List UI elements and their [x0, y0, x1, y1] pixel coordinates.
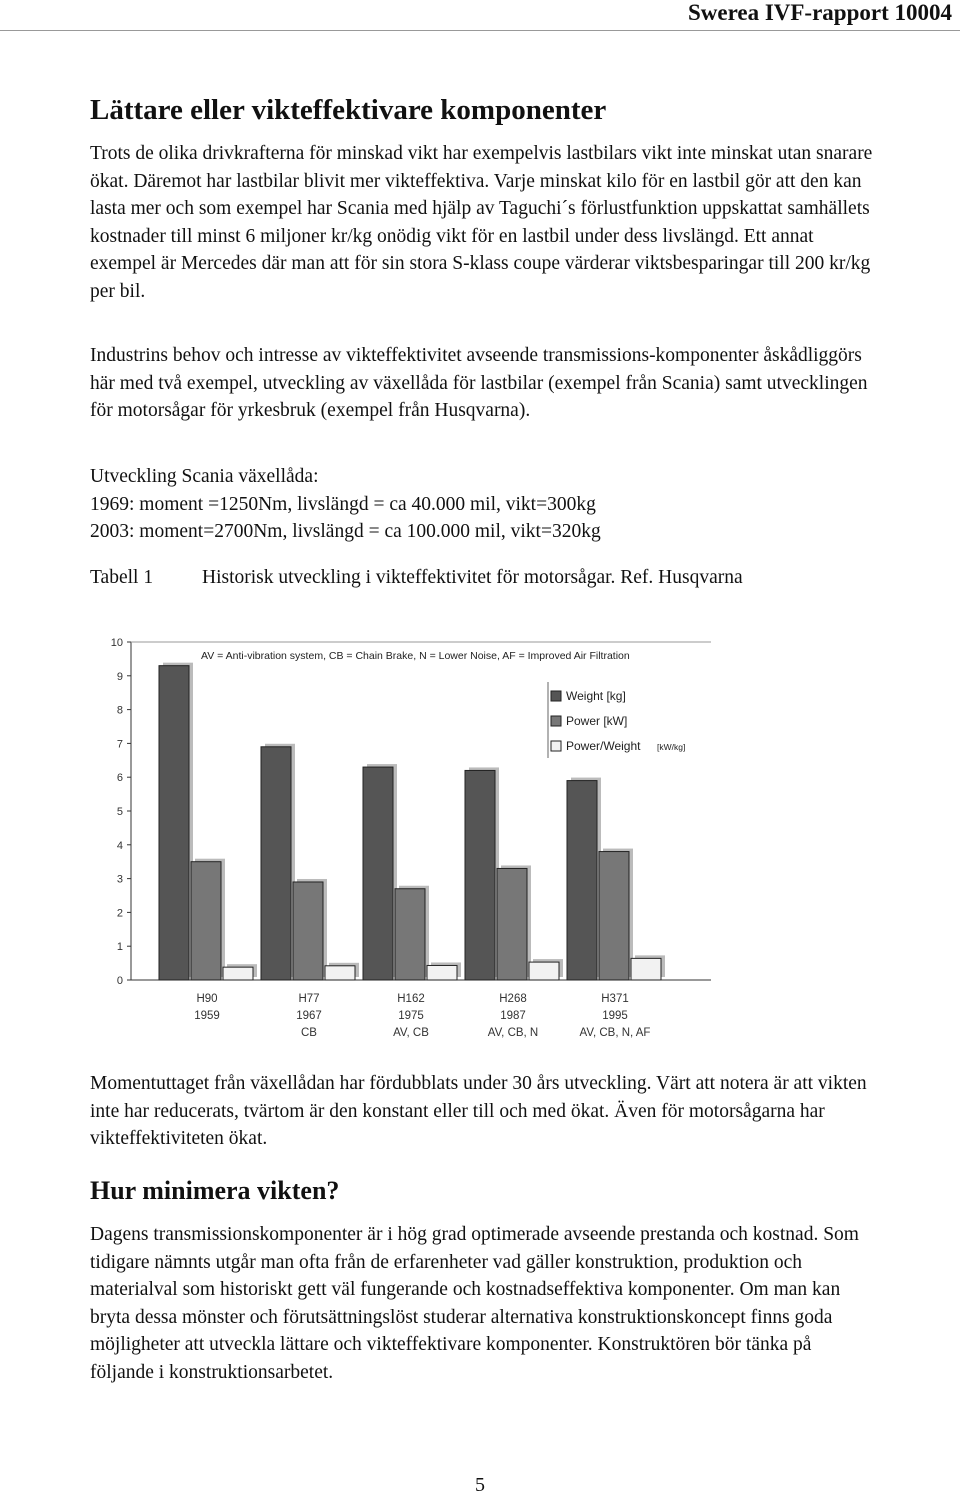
legend-label: Weight [kg] [566, 689, 626, 703]
bar [191, 862, 221, 980]
category-label: AV, CB [393, 1027, 429, 1039]
y-tick-label: 1 [116, 941, 123, 954]
y-tick-label: 8 [116, 704, 123, 717]
y-tick-label: 9 [116, 670, 123, 683]
y-tick-label: 10 [110, 637, 123, 649]
table-caption-text: Historisk utveckling i vikteffektivitet för motorsågar. Ref. Husqvarna [202, 567, 743, 588]
bar [293, 882, 323, 980]
category-label: H162 [397, 993, 425, 1005]
category-label: 1967 [296, 1010, 322, 1022]
category-label: 1975 [398, 1010, 424, 1022]
scania-gearbox-block [90, 463, 880, 546]
legend-label: Power [kW] [566, 714, 628, 728]
scania-heading: Utveckling Scania växellåda: [90, 466, 319, 487]
section-title: Lättare eller vikteffektivare komponenter [90, 94, 607, 126]
table-number: Tabell 1 [90, 567, 154, 588]
bar [631, 958, 661, 980]
y-tick-label: 7 [116, 738, 123, 751]
header-divider [0, 30, 960, 31]
legend-swatch [551, 716, 561, 726]
section2-title: Hur minimera vikten? [90, 1176, 340, 1205]
legend-label: Power/Weight [566, 739, 641, 753]
paragraph-weight-efficiency: Trots de olika drivkrafterna för minskad vikt har exempelvis lastbilars vikt inte minskat utan snarare ökat. Däremot har lastbilar blivit mer vikteffektiva. Varje minskat kilo för en lastbil gör att den kan lasta mer och som exempel har Scania med hjälp av Taguchi´s förlustfunktion uppskattat samhällets kostnader till minst 6 miljoner kr/kg onödig vikt för en lastbil under dess livslängd. Ett annat exempel är Mercedes där man att för sin stora S-klass coupe värderar viktsbesparingar till 200 kr/kg per bil. [90, 143, 873, 302]
y-tick-label: 6 [116, 772, 123, 785]
bar [261, 747, 291, 980]
category-label: CB [301, 1027, 317, 1039]
paragraph-conclusion: Momentuttaget från växellådan har fördubblats under 30 års utveckling. Värt att notera är att vikten inte har reducerats, tvärtom är den konstant eller till och med ökat. Även för motorsågarna har vikteffektiviteten ökat. [90, 1073, 867, 1149]
category-label: AV, CB, N, AF [579, 1027, 651, 1039]
y-tick-label: 5 [116, 806, 123, 818]
paragraph-industry-needs: Industrins behov och intresse av vikteffektivitet avseende transmissions-komponenter åskådliggörs här med två exempel, utveckling av växellåda för lastbilar (exempel från Scania) samt utvecklingen för motorsågar för yrkesbruk (exempel från Husqvarna). [90, 345, 868, 421]
bar [465, 770, 495, 980]
bar [529, 962, 559, 980]
page-number: 5 [475, 1474, 485, 1496]
bar [223, 967, 253, 980]
y-tick-label: 4 [116, 839, 123, 852]
bar [395, 889, 425, 980]
category-label: 1959 [194, 1010, 220, 1022]
legend-swatch [551, 741, 561, 751]
chainsaw-chart [96, 622, 716, 1052]
category-label: H371 [601, 993, 629, 1005]
bar [363, 767, 393, 980]
category-label: 1987 [500, 1010, 526, 1022]
y-tick-label: 2 [116, 907, 123, 920]
bar [325, 966, 355, 980]
bar [599, 852, 629, 980]
category-label: H90 [196, 993, 218, 1005]
category-label: H77 [298, 993, 320, 1005]
bar [427, 965, 457, 980]
bar [159, 666, 189, 980]
y-tick-label: 3 [116, 873, 123, 886]
legend-swatch [551, 691, 561, 701]
category-label: 1995 [602, 1010, 628, 1022]
report-id: Swerea IVF-rapport 10004 [687, 0, 952, 25]
category-label: AV, CB, N [487, 1027, 539, 1039]
paragraph-minimize-weight: Dagens transmissionskomponenter är i hög grad optimerade avseende prestanda och kostnad. Som tidigare nämnts utgår man ofta från de erfarenheter vad gäller konstruktion, produktion och materialval som historiskt gett väl fungerande och kostnadseffektiva komponenter. Om man kan bryta dessa mönster och förutsättningslöst studerar alternativa konstruktionskoncept finns goda möjligheter att utveckla lättare och vikteffektivare komponenter. Konstruktören bör tänka på följande i konstruktionsarbetet. [90, 1224, 859, 1383]
bar [567, 781, 597, 980]
bar [497, 868, 527, 980]
table-caption [90, 567, 743, 589]
scania-1969-line: 1969: moment =1250Nm, livslängd = ca 40.000 mil, vikt=300kg [90, 493, 596, 515]
legend-unit: [kW/kg] [657, 742, 686, 752]
chart-svg [96, 622, 716, 1052]
category-label: H268 [499, 993, 527, 1005]
chart-title: AV = Anti-vibration system, CB = Chain Brake, N = Lower Noise, AF = Improved Air Filtration [201, 650, 630, 662]
scania-2003-line: 2003: moment=2700Nm, livslängd = ca 100.000 mil, vikt=320kg [90, 521, 601, 542]
y-tick-label: 0 [116, 975, 123, 987]
